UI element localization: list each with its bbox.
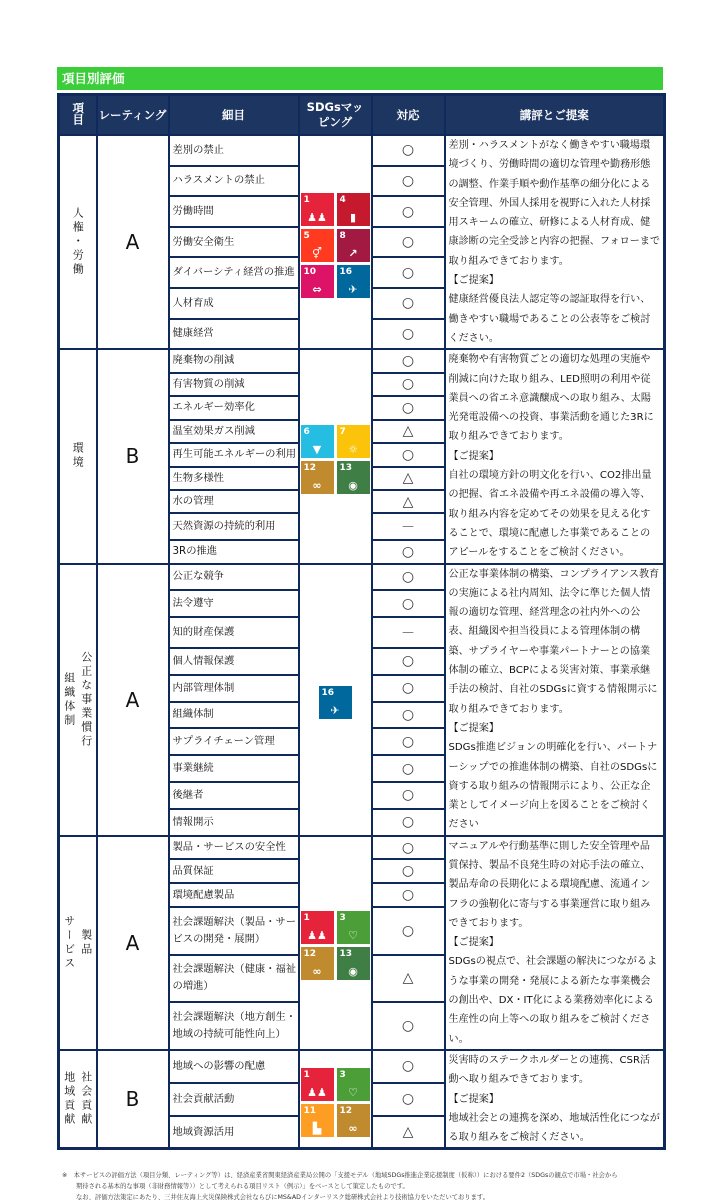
table-row: [59, 564, 665, 591]
sdg-glyph-icon: ∞: [312, 965, 322, 979]
item-label: 天然資源の持続的利用: [169, 513, 299, 540]
comment-body: マニュアルや行動基準に則した安全管理や品質保持、製品不良発生時の対応手法の確立、製品寿命の長期化による環境配慮、流通インフラの強靭化に寄与する事業運営に取り組みできております。: [448, 840, 651, 929]
response-mark: ○: [372, 675, 445, 702]
table-row: [59, 135, 665, 166]
item-label: ダイバーシティ経営の推進: [169, 257, 299, 288]
response-mark: ○: [372, 349, 445, 372]
category-label: [60, 207, 96, 277]
response-mark: ○: [372, 373, 445, 396]
sdg-goal-13-icon: [337, 947, 370, 980]
section-title: 項目別評価: [57, 67, 663, 90]
sdg-glyph-icon: ✈: [348, 282, 358, 296]
response-mark: ○: [372, 1002, 445, 1050]
item-label: 健康経営: [169, 319, 299, 350]
item-label: 水の管理: [169, 490, 299, 513]
sdg-number: 16: [321, 688, 335, 699]
sdg-number: 1: [303, 913, 310, 924]
sdg-goal-3-icon: [337, 911, 370, 944]
response-mark: △: [372, 467, 445, 490]
response-mark: ○: [372, 1083, 445, 1116]
response-mark: ○: [372, 809, 445, 836]
item-label: 社会課題解決（製品・サービスの開発・展開）: [169, 907, 299, 955]
item-label: 差別の禁止: [169, 135, 299, 166]
sdg-glyph-icon: ⇔: [312, 282, 322, 296]
sdg-number: 13: [339, 949, 353, 960]
item-label: 地域への影響の配慮: [169, 1050, 299, 1083]
category-label: [60, 651, 96, 749]
response-mark: ○: [372, 648, 445, 675]
sdg-goal-7-icon: [337, 425, 370, 458]
sdg-number: 6: [303, 426, 310, 437]
sdg-goal-16-icon: [319, 686, 352, 719]
item-label: 温室効果ガス削減: [169, 420, 299, 443]
comment-cell: [445, 135, 665, 349]
sdg-number: 5: [303, 230, 310, 241]
sdg-goal-6-icon: [301, 425, 334, 458]
response-mark: ○: [372, 755, 445, 782]
response-mark: △: [372, 420, 445, 443]
comment-cell: [445, 349, 665, 563]
item-label: サプライチェーン管理: [169, 728, 299, 755]
sdg-glyph-icon: ∞: [348, 1121, 358, 1135]
item-label: 情報開示: [169, 809, 299, 836]
proposal-heading: 【ご提案】: [448, 450, 499, 462]
item-label: 生物多様性: [169, 467, 299, 490]
response-mark: △: [372, 1116, 445, 1149]
comment-body: 差別・ハラスメントがなく働きやすい職場環境づくり、労働時間の適切な管理や勤務形態の調整、作業手順や動作基準の細分化による安全管理、外国人採用を視野に入れた人材採用スキームの確立、研修による人材育成、健康診断の完全受診と内容の把握、フォローまで取り組みできております。: [448, 140, 660, 267]
item-label: 品質保証: [169, 859, 299, 883]
category-cell: [59, 349, 97, 563]
category-text: 地域貢献: [62, 1071, 76, 1128]
response-mark: ○: [372, 836, 445, 860]
evaluation-table: [57, 93, 666, 1150]
item-label: 廃棄物の削減: [169, 349, 299, 372]
response-mark: ○: [372, 319, 445, 350]
item-label: 事業継続: [169, 755, 299, 782]
rating-cell: A: [97, 836, 169, 1050]
sdg-goal-11-icon: [301, 1104, 334, 1137]
response-mark: ○: [372, 564, 445, 591]
sdg-glyph-icon: ▼: [312, 442, 322, 456]
sdg-number: 11: [303, 1105, 317, 1116]
table-header: [59, 95, 665, 136]
response-mark: △: [372, 490, 445, 513]
sdg-glyph-icon: ↗: [348, 246, 358, 260]
proposal-text: SDGsの視点で、社会課題の解決につながるような事業の開発・発展による新たな事業機会の創出や、DX・IT化による業務効率化による生産性の向上等への取り組みをご検討ください。: [448, 956, 658, 1045]
rating-cell: B: [97, 1050, 169, 1149]
sdg-glyph-icon: ▮: [349, 210, 357, 224]
comment-body: 災害時のステークホルダーとの連携、CSR活動へ取り組みできております。: [448, 1054, 651, 1086]
item-label: 社会貢献活動: [169, 1083, 299, 1116]
table-row: [59, 349, 665, 372]
rating-cell: B: [97, 349, 169, 563]
category-text: 環境: [71, 442, 85, 471]
sdg-number: 1: [303, 194, 310, 205]
sdg-glyph-icon: ♟♟: [307, 1085, 327, 1099]
sdgs-icons: [301, 911, 370, 980]
item-label: 3Rの推進: [169, 540, 299, 563]
response-mark: ○: [372, 443, 445, 466]
category-label: [60, 442, 96, 470]
sdg-number: 4: [339, 194, 346, 205]
proposal-text: 地域社会との連携を深め、地域活性化につながる取り組みをご検討ください。: [448, 1112, 660, 1144]
sdg-glyph-icon: ☼: [348, 442, 358, 456]
proposal-heading: 【ご提案】: [448, 937, 499, 949]
item-label: 社会課題解決（地方創生・地域の持続可能性向上）: [169, 1002, 299, 1050]
response-mark: ○: [372, 907, 445, 955]
footnote-line: 期待される基本的な事項（非財務情報等））として考えられる項目リスト（例示）」をベースとして策定したものです。: [76, 1183, 409, 1191]
header-response: 対応: [372, 95, 445, 136]
response-mark: △: [372, 955, 445, 1003]
sdg-goal-13-icon: [337, 461, 370, 494]
sdg-goal-4-icon: [337, 193, 370, 226]
response-mark: ○: [372, 288, 445, 319]
response-mark: ○: [372, 396, 445, 419]
response-mark: ○: [372, 166, 445, 197]
item-label: 人材育成: [169, 288, 299, 319]
response-mark: ○: [372, 196, 445, 227]
sdgs-cell: [299, 564, 372, 836]
response-mark: ○: [372, 590, 445, 617]
sdg-glyph-icon: ◉: [348, 965, 358, 979]
proposal-heading: 【ご提案】: [448, 275, 499, 287]
proposal-text: SDGs推進ビジョンの明確化を行い、パートナーシップでの推進体制の構築、自社のSDGsに資する取り組みの情報開示により、公正な企業としてイメージ向上を図ることをご検討ください: [448, 742, 658, 831]
header-comment: 講評とご提案: [445, 95, 665, 136]
category-text: 製品: [79, 928, 93, 957]
sdgs-icons: [301, 1068, 370, 1137]
sdg-goal-1-icon: [301, 1068, 334, 1101]
comment-body: 廃棄物や有害物質ごとの適切な処理の実施や削減に向けた取り組み、LED照明の利用や従業員への省エネ意識醸成への取り組み、太陽光発電設備への投資、事業活動を通じた3Rに取り組みできております。: [448, 354, 654, 443]
sdg-glyph-icon: ♡: [348, 1085, 358, 1099]
comment-cell: [445, 836, 665, 1050]
sdg-number: 8: [339, 230, 346, 241]
sdg-number: 3: [339, 913, 346, 924]
response-mark: ○: [372, 257, 445, 288]
item-label: 地域資源活用: [169, 1116, 299, 1149]
category-cell: [59, 135, 97, 349]
sdgs-icons: [301, 193, 370, 298]
item-label: 組織体制: [169, 702, 299, 729]
sdg-goal-3-icon: [337, 1068, 370, 1101]
item-label: 製品・サービスの安全性: [169, 836, 299, 860]
response-mark: ○: [372, 728, 445, 755]
item-label: 労働時間: [169, 196, 299, 227]
sdg-number: 12: [339, 1105, 353, 1116]
item-label: 法令遵守: [169, 590, 299, 617]
header-rating: レーティング: [97, 95, 169, 136]
item-label: 内部管理体制: [169, 675, 299, 702]
item-label: 社会課題解決（健康・福祉の増進）: [169, 955, 299, 1003]
category-text: 組織体制: [62, 671, 76, 728]
sdg-number: 3: [339, 1069, 346, 1080]
table-row: [59, 836, 665, 860]
item-label: 環境配慮製品: [169, 883, 299, 907]
response-mark: ○: [372, 227, 445, 258]
sdg-goal-12-icon: [301, 947, 334, 980]
sdg-goal-8-icon: [337, 229, 370, 262]
sdgs-icons: [301, 425, 370, 494]
response-mark: ○: [372, 859, 445, 883]
sdg-number: 13: [339, 462, 353, 473]
sdgs-icons: [319, 686, 352, 719]
category-label: [60, 1071, 96, 1127]
item-label: 後継者: [169, 782, 299, 809]
item-label: 知的財産保護: [169, 617, 299, 648]
sdg-glyph-icon: ▙: [312, 1121, 322, 1135]
item-label: 個人情報保護: [169, 648, 299, 675]
sdg-number: 10: [303, 266, 317, 277]
proposal-heading: 【ご提案】: [448, 1093, 499, 1105]
header-items: 細目: [169, 95, 299, 136]
response-mark: －: [372, 513, 445, 540]
sdg-number: 12: [303, 949, 317, 960]
proposal-heading: 【ご提案】: [448, 722, 499, 734]
comment-body: 公正な事業体制の構築、コンプライアンス教育の実施による社内周知、法令に準じた個人情報の適切な管理、経営理念の社内外への公表、組織図や担当役員による管理体制の構築、サプライヤーや事業パートナーとの協業体制の確立、BCPによる災害対策、事業承継手法の検討、自社のSDGsに資する情報開示に取り組みできております。: [448, 568, 660, 715]
sdgs-cell: [299, 135, 372, 349]
item-label: 再生可能エネルギーの利用: [169, 443, 299, 466]
item-label: ハラスメントの禁止: [169, 166, 299, 197]
sdg-goal-1-icon: [301, 193, 334, 226]
sdgs-cell: [299, 1050, 372, 1149]
comment-cell: [445, 564, 665, 836]
category-label: [60, 915, 96, 971]
item-label: 労働安全衛生: [169, 227, 299, 258]
sdg-goal-12-icon: [301, 461, 334, 494]
proposal-text: 健康経営優良法人認定等の認証取得を行い、働きやすい職場であることの公表等をご検討ください。: [448, 294, 651, 344]
sdg-glyph-icon: ♟♟: [307, 210, 327, 224]
category-text: 人権・労働: [71, 207, 85, 278]
sdg-goal-5-icon: [301, 229, 334, 262]
proposal-text: 自社の環境方針の明文化を行い、CO2排出量の把握、省エネ設備や再エネ設備の導入等、取り組み内容を定めてその効果を見える化することで、環境に配慮した事業であることのアピールをすることをご検討ください。: [448, 470, 652, 559]
response-mark: ○: [372, 135, 445, 166]
sdg-goal-12-icon: [337, 1104, 370, 1137]
sdg-glyph-icon: ∞: [312, 478, 322, 492]
category-cell: [59, 1050, 97, 1149]
sdg-number: 7: [339, 426, 346, 437]
footnote: [62, 1170, 682, 1203]
response-mark: ○: [372, 540, 445, 563]
sdg-glyph-icon: ♟♟: [307, 929, 327, 943]
category-text: 公正な事業慣行: [79, 650, 93, 749]
category-text: 社会貢献: [79, 1071, 93, 1128]
page-content: [57, 67, 663, 1203]
sdgs-cell: [299, 349, 372, 563]
sdg-number: 1: [303, 1069, 310, 1080]
response-mark: ○: [372, 702, 445, 729]
sdg-glyph-icon: ◉: [348, 478, 358, 492]
response-mark: ○: [372, 1050, 445, 1083]
category-text: サービス: [62, 914, 76, 971]
response-mark: －: [372, 617, 445, 648]
sdg-number: 12: [303, 462, 317, 473]
sdg-glyph-icon: ✈: [330, 704, 340, 718]
comment-cell: [445, 1050, 665, 1149]
rating-cell: A: [97, 135, 169, 349]
header-sdgs: SDGsマッピング: [299, 95, 372, 136]
sdg-goal-16-icon: [337, 265, 370, 298]
category-cell: [59, 564, 97, 836]
table-row: [59, 1050, 665, 1083]
footnote-line: ※ 本サービスの評価方法（項目分類、レーティング等）は、経済産業省関東経済産業局公開の「支援モデル（地域SDGs推進企業応援制度（仮称））における要件2（SDGsの観点で市場・社会から: [62, 1172, 618, 1180]
response-mark: ○: [372, 883, 445, 907]
response-mark: ○: [372, 782, 445, 809]
sdg-number: 16: [339, 266, 353, 277]
category-cell: [59, 836, 97, 1050]
header-category: 項目: [59, 95, 97, 136]
sdg-glyph-icon: ⚥: [312, 246, 322, 260]
sdg-goal-1-icon: [301, 911, 334, 944]
item-label: エネルギー効率化: [169, 396, 299, 419]
sdg-goal-10-icon: [301, 265, 334, 298]
item-label: 公正な競争: [169, 564, 299, 591]
item-label: 有害物質の削減: [169, 373, 299, 396]
sdgs-cell: [299, 836, 372, 1050]
footnote-line: なお、評価方法策定にあたり、三井住友海上火災保険株式会社ならびにMS&ADインターリスク総研株式会社より技術協力をいただいております。: [76, 1194, 490, 1202]
rating-cell: A: [97, 564, 169, 836]
sdg-glyph-icon: ♡: [348, 929, 358, 943]
